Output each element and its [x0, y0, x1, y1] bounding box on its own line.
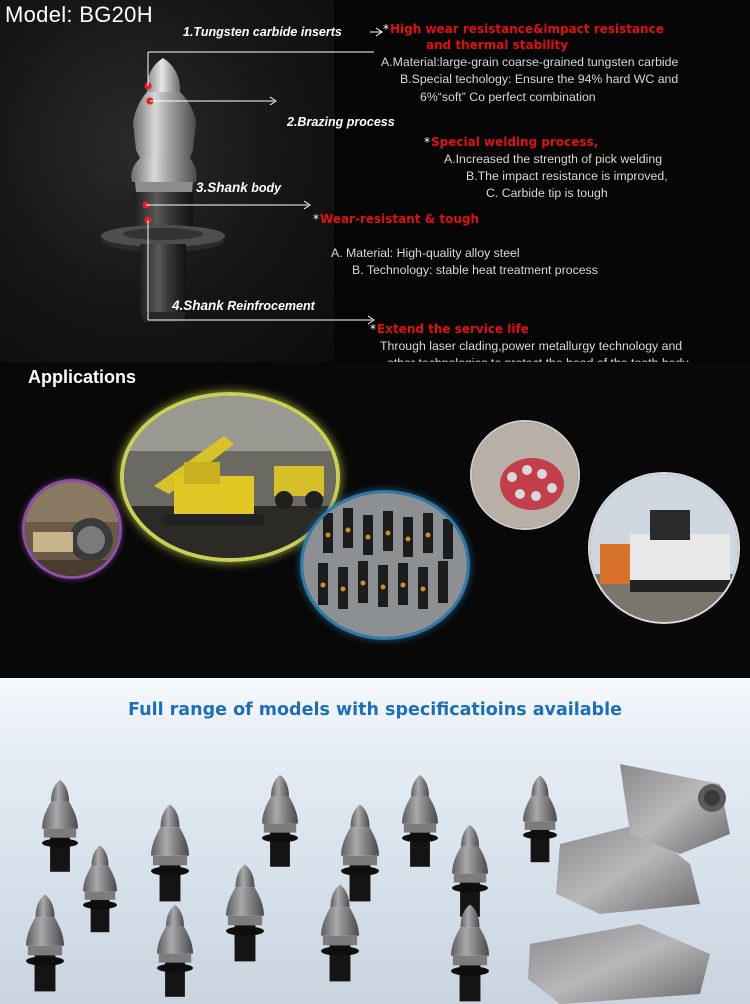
applications-heading: Applications [28, 367, 137, 387]
feature-4-title-main: 4.Shank [172, 298, 224, 313]
pick-silhouette [26, 895, 64, 992]
pick-silhouette [157, 905, 193, 997]
feature-1-title: 1.Tungsten carbide inserts [183, 25, 342, 39]
pick-silhouette [83, 846, 117, 933]
feature-3-highlight-line-1: Wear-resistant & tough [320, 212, 479, 226]
bullet-star: * [383, 22, 389, 36]
feature-2-highlight [424, 135, 598, 149]
feature-4-highlight-line-1: Extend the service life [377, 322, 529, 336]
carbide-tip-shape [147, 58, 180, 92]
pick-silhouette [523, 776, 557, 863]
feature-1-detail-b: B.Special techology: Ensure the 94% hard WC and [400, 72, 679, 86]
feature-1-detail-a: A.Material:large-grain coarse-grained tungsten carbide [381, 55, 679, 69]
feature-2-detail-a: A.Increased the strength of pick welding [444, 152, 663, 166]
bullet-star: * [370, 322, 376, 336]
pick-silhouette [402, 775, 438, 867]
feature-4-title [172, 298, 315, 313]
bullet-star: * [424, 135, 430, 149]
feature-2-highlight-line-1: Special welding process, [431, 135, 599, 149]
pick-silhouette [151, 805, 189, 902]
product-range-illustration [0, 744, 750, 1004]
feature-3-title [196, 180, 281, 195]
pick-silhouette [341, 805, 379, 902]
feature-section [0, 0, 750, 380]
holder-block [528, 924, 710, 1004]
feature-1-highlight-line-1: High wear resistance&impact resistance [390, 22, 664, 36]
applications-section [0, 362, 750, 678]
full-range-section [0, 678, 750, 1004]
picks-production-photo [300, 490, 470, 640]
pick-silhouette [42, 780, 78, 872]
bullet-star: * [313, 212, 319, 226]
feature-2-title: 2.Brazing process [287, 115, 395, 129]
product-range-photo [0, 744, 750, 1004]
feature-4-detail-a: Through laser clading,power metallurgy technology and [380, 339, 683, 353]
feature-3-detail-b: B. Technology: stable heat treatment process [352, 263, 598, 277]
model-label: Model: BG20H [5, 2, 153, 27]
feature-3-title-main: 3.Shank [196, 180, 248, 195]
milling-machine-photo [588, 472, 740, 624]
range-banner [0, 678, 750, 744]
range-title: Full range of models with specificatioins available [128, 700, 622, 720]
feature-3-detail-a: A. Material: High-quality alloy steel [331, 246, 520, 260]
cutting-drum-photo [470, 420, 580, 530]
feature-4-title-sub: Reinfrocement [223, 299, 315, 313]
pick-silhouette [452, 825, 488, 917]
pick-silhouette [226, 865, 264, 962]
feature-2-detail-b: B.The impact resistance is improved, [466, 169, 668, 183]
feature-3-title-sub: body [247, 181, 282, 195]
feature-3-highlight [313, 212, 479, 226]
feature-4-highlight [370, 322, 529, 336]
pick-silhouette [262, 775, 298, 867]
pick-silhouette [451, 905, 489, 1002]
feature-1-highlight-line-2: and thermal stability [426, 38, 569, 52]
feature-1-detail-b-cont: 6%“soft” Co perfect combination [420, 90, 596, 104]
tunnel-boring-photo [22, 479, 122, 579]
feature-2-detail-c: C. Carbide tip is tough [486, 186, 608, 200]
feature-1-highlight [383, 22, 664, 36]
